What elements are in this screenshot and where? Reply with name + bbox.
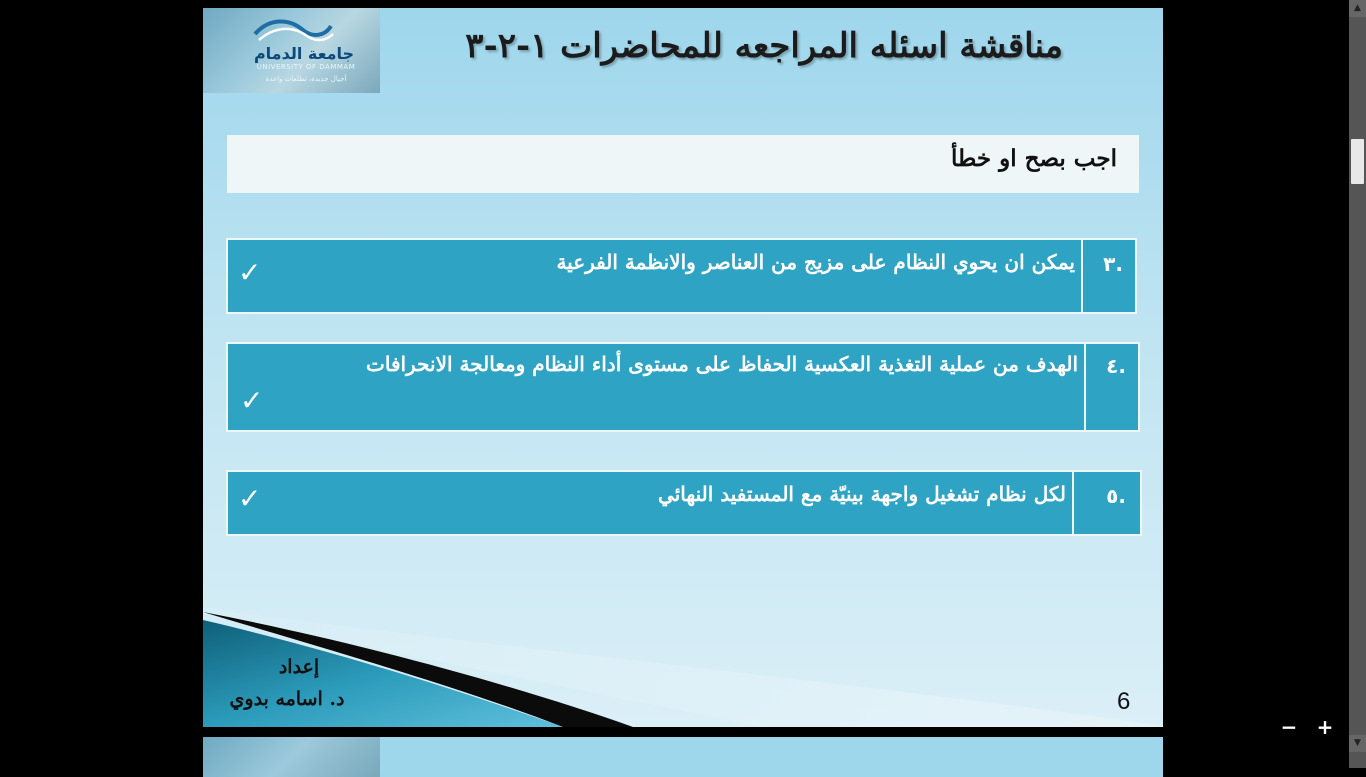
instruction-box bbox=[227, 135, 1139, 193]
next-slide-preview bbox=[203, 737, 1163, 777]
scroll-thumb[interactable] bbox=[1351, 139, 1364, 184]
logo-tagline: أجيال جديدة، تطلعات واعدة bbox=[265, 75, 347, 83]
page-number: 6 bbox=[1117, 688, 1131, 715]
instruction-text: اجب بصح او خطأ bbox=[951, 145, 1117, 172]
question-number: .٣ bbox=[1081, 240, 1135, 312]
question-number: .٥ bbox=[1072, 472, 1140, 534]
question-text: يمكن ان يحوي النظام على مزيج من العناصر والانظمة الفرعية bbox=[556, 250, 1075, 274]
author-name: د. اسامه بدوي bbox=[229, 688, 345, 710]
checkmark-icon: ✓ bbox=[240, 384, 264, 417]
logo-arabic-text: جامعة الدمام bbox=[253, 44, 355, 63]
slide-page bbox=[203, 8, 1163, 727]
university-logo bbox=[203, 8, 380, 93]
arrow-up-icon: ▲ bbox=[1354, 3, 1361, 13]
scroll-up-button[interactable] bbox=[1349, 0, 1366, 17]
checkmark-icon: ✓ bbox=[238, 256, 262, 289]
zoom-in-button[interactable] bbox=[1314, 716, 1336, 738]
wave-logo-icon bbox=[251, 14, 335, 46]
question-text: الهدف من عملية التغذية العكسية الحفاظ على مستوى أداء النظام ومعالجة الانحرافات bbox=[366, 352, 1078, 376]
plus-icon: + bbox=[1316, 715, 1334, 739]
question-row bbox=[226, 238, 1137, 314]
arrow-down-icon: ▼ bbox=[1354, 738, 1361, 748]
question-number: .٤ bbox=[1084, 344, 1138, 430]
scroll-down-button[interactable] bbox=[1349, 735, 1366, 752]
question-row bbox=[226, 342, 1140, 432]
zoom-out-button[interactable] bbox=[1278, 716, 1300, 738]
slide-title: مناقشة اسئله المراجعه للمحاضرات ١-٢-٣ bbox=[465, 26, 1063, 66]
question-row bbox=[226, 470, 1142, 536]
vertical-scrollbar[interactable] bbox=[1349, 0, 1366, 768]
author-label: إعداد bbox=[278, 656, 320, 678]
next-slide-logo bbox=[203, 737, 380, 777]
checkmark-icon: ✓ bbox=[238, 482, 262, 515]
logo-english-text: UNIVERSITY OF DAMMAM bbox=[256, 63, 356, 71]
question-text: لكل نظام تشغيل واجهة بينيّة مع المستفيد النهائي bbox=[658, 482, 1066, 506]
minus-icon: − bbox=[1280, 715, 1298, 739]
